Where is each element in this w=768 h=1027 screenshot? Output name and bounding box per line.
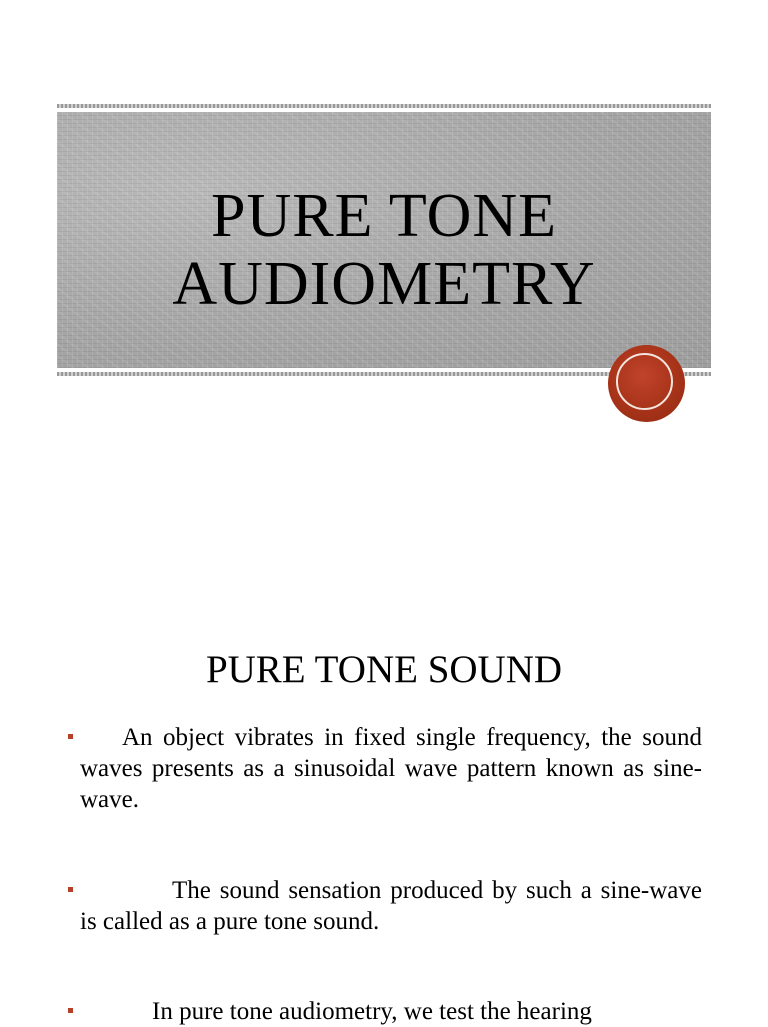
list-item bbox=[80, 875, 702, 937]
title-line-2: AUDIOMETRY bbox=[172, 250, 596, 318]
slide-title bbox=[57, 182, 711, 318]
square-bullet-icon bbox=[68, 887, 73, 892]
decorative-seal-icon bbox=[608, 345, 685, 422]
title-banner bbox=[57, 112, 711, 368]
bullet-text: An object vibrates in fixed single frequency, the sound waves presents as a sinusoidal wave pattern known as sine-wave. bbox=[80, 724, 702, 813]
square-bullet-icon bbox=[68, 1008, 73, 1013]
list-item bbox=[80, 996, 702, 1027]
bullet-text: The sound sensation produced by such a sine-wave is called as a pure tone sound. bbox=[80, 877, 702, 935]
section-heading: PURE TONE SOUND bbox=[205, 648, 563, 691]
list-item bbox=[80, 722, 702, 815]
square-bullet-icon bbox=[68, 734, 73, 739]
title-line-1: PURE TONE bbox=[210, 182, 558, 250]
bullet-text: In pure tone audiometry, we test the hearing bbox=[152, 998, 592, 1025]
